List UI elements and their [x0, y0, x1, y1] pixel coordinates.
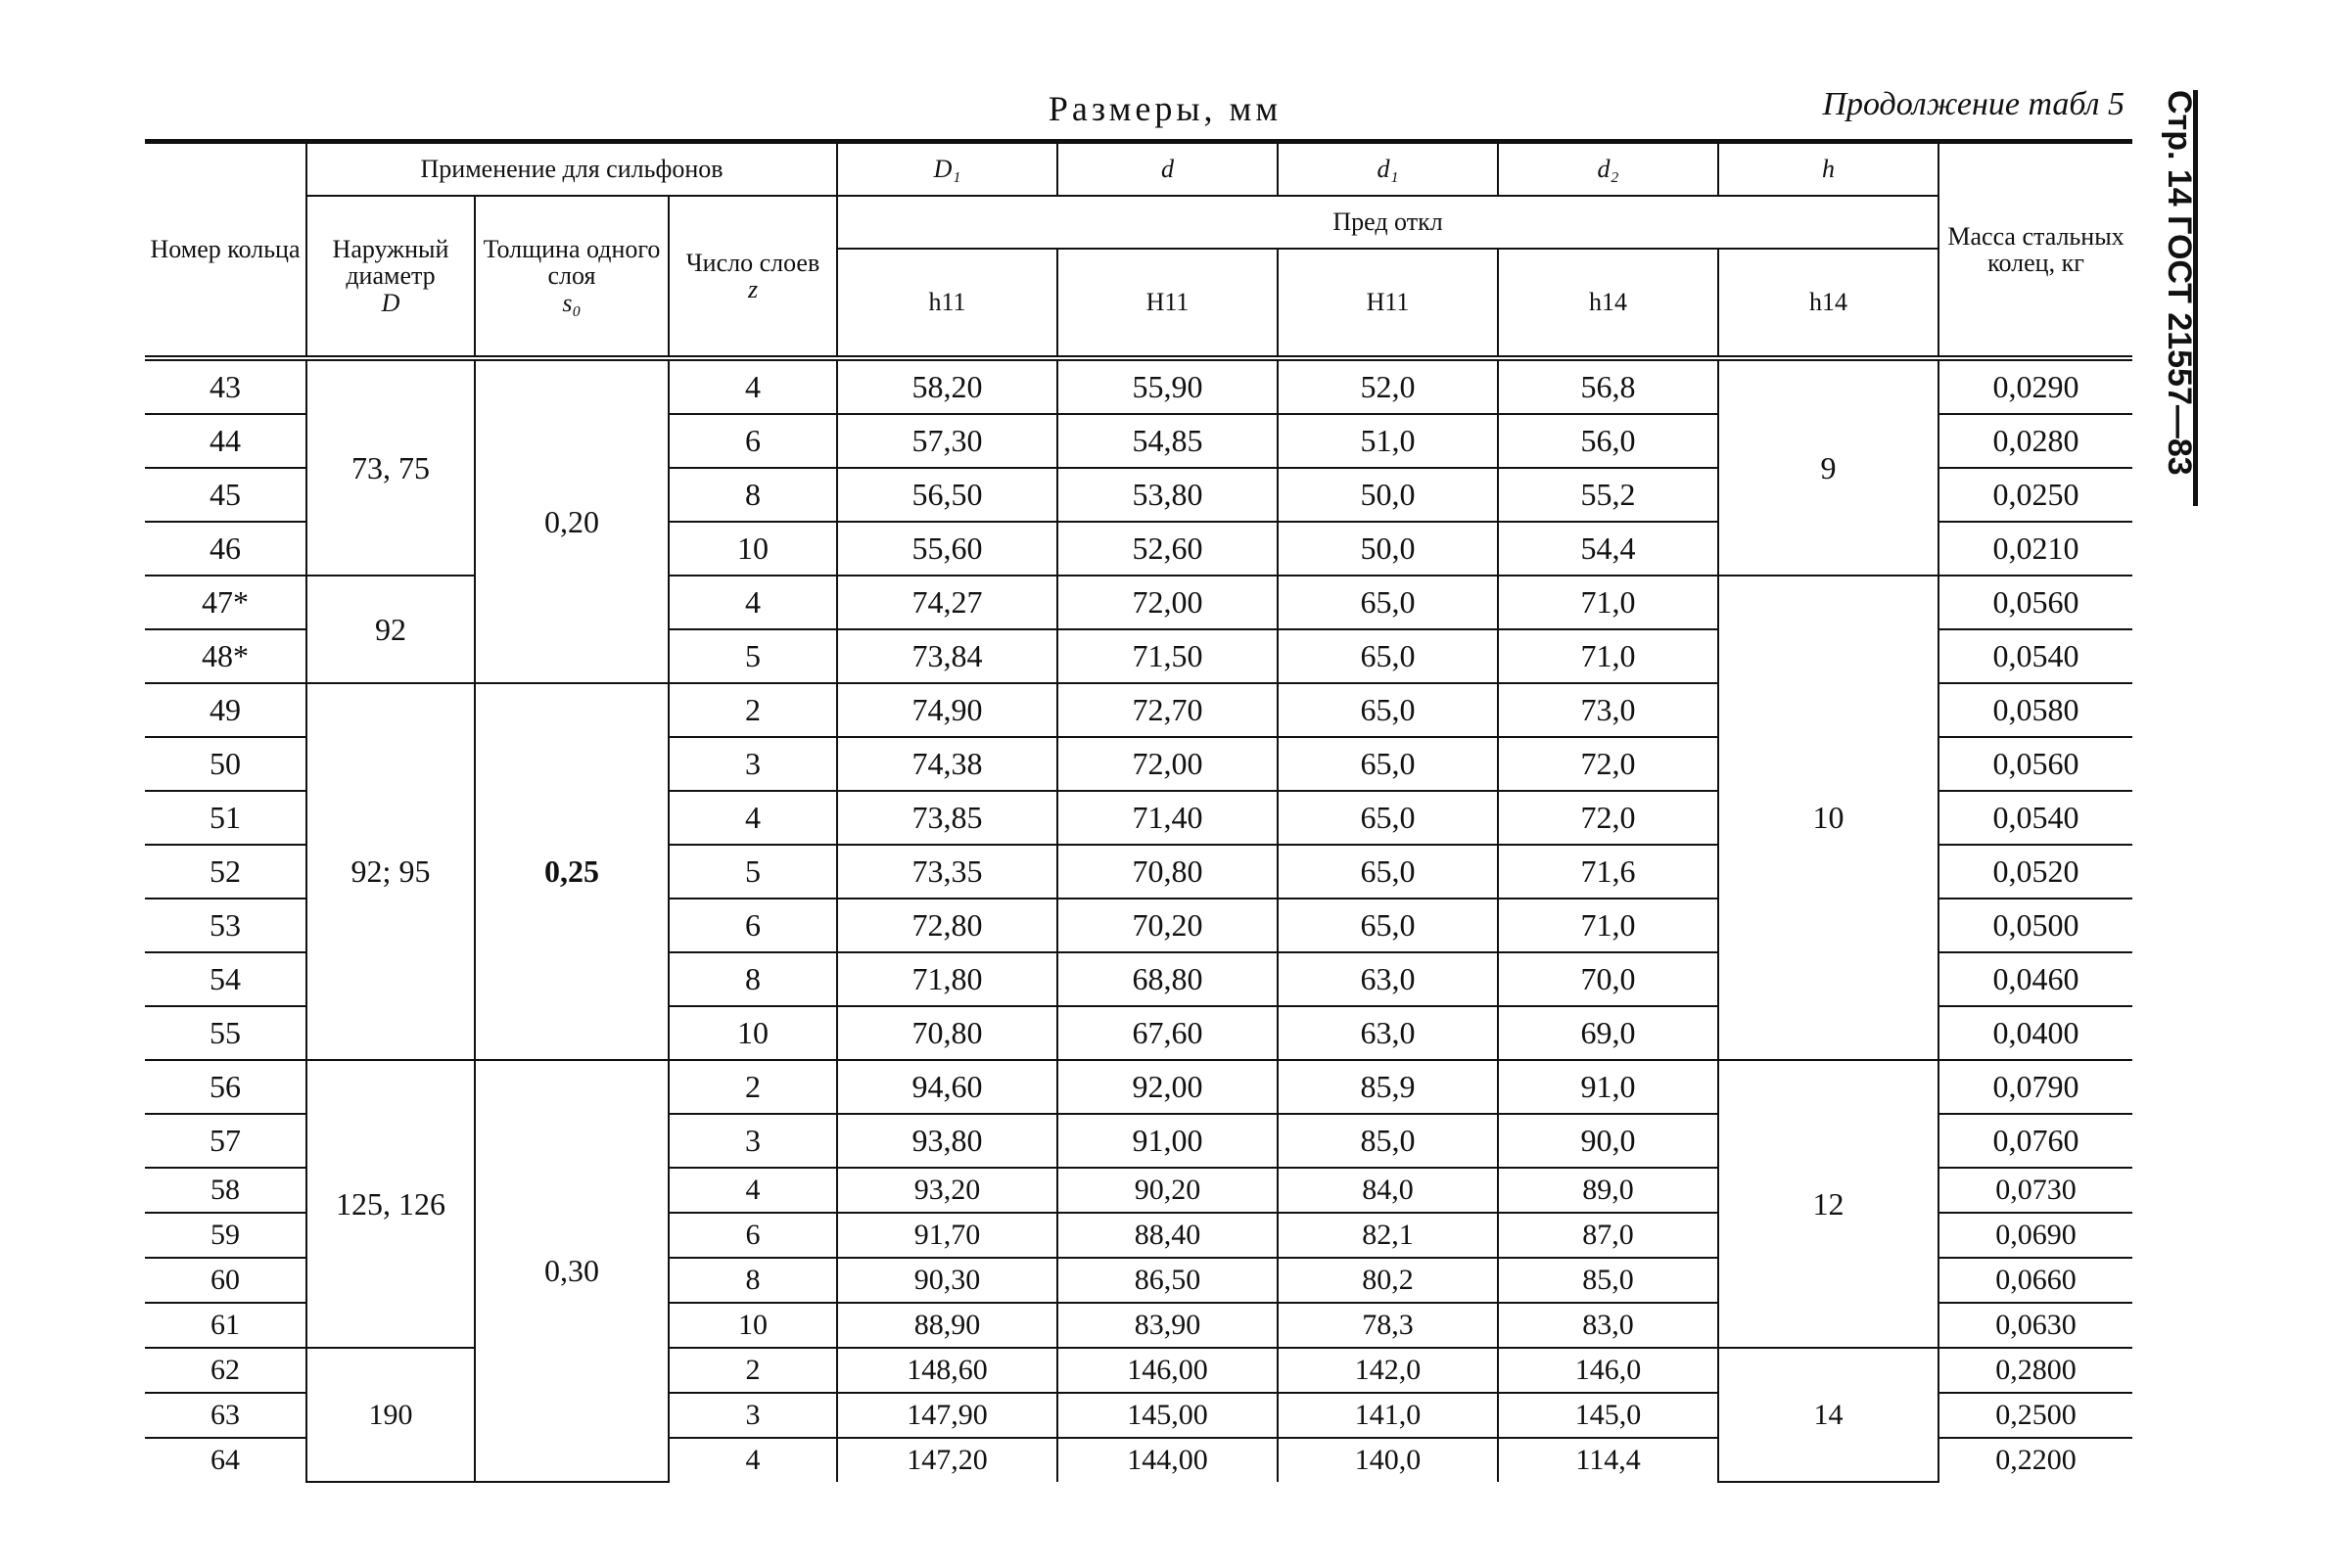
- ring-no: 57: [145, 1114, 306, 1168]
- layer-count: 10: [669, 1303, 837, 1348]
- mass-value: 0,0540: [1938, 629, 2132, 683]
- d2-value: 87,0: [1498, 1213, 1718, 1258]
- table-header: [145, 142, 2132, 359]
- ring-no: 47*: [145, 576, 306, 629]
- d2-value: 89,0: [1498, 1168, 1718, 1213]
- d-value: 71,50: [1057, 629, 1278, 683]
- ring-no: 51: [145, 791, 306, 845]
- D1-value: 93,80: [837, 1114, 1057, 1168]
- outer-diameter-cell: 190: [306, 1348, 475, 1482]
- d1-value: 63,0: [1278, 1006, 1498, 1060]
- h-cell: 12: [1718, 1060, 1938, 1348]
- D1-value: 148,60: [837, 1348, 1057, 1393]
- mass-value: 0,0210: [1938, 522, 2132, 576]
- layer-count: 2: [669, 1348, 837, 1393]
- d1-value: 52,0: [1278, 358, 1498, 414]
- header-D1: D₁: [837, 142, 1057, 197]
- d1-value: 65,0: [1278, 791, 1498, 845]
- table-body: [145, 358, 2132, 1482]
- d2-value: 72,0: [1498, 737, 1718, 791]
- header-tol-d1: H11: [1278, 249, 1498, 358]
- d-value: 70,20: [1057, 899, 1278, 952]
- d2-value: 71,6: [1498, 845, 1718, 899]
- D1-value: 71,80: [837, 952, 1057, 1006]
- ring-no: 61: [145, 1303, 306, 1348]
- D1-value: 56,50: [837, 468, 1057, 522]
- mass-value: 0,2200: [1938, 1438, 2132, 1482]
- d1-value: 50,0: [1278, 468, 1498, 522]
- d2-value: 90,0: [1498, 1114, 1718, 1168]
- d1-value: 63,0: [1278, 952, 1498, 1006]
- mass-value: 0,0460: [1938, 952, 2132, 1006]
- D1-value: 74,90: [837, 683, 1057, 737]
- D1-value: 74,27: [837, 576, 1057, 629]
- layer-count: 4: [669, 791, 837, 845]
- d-value: 91,00: [1057, 1114, 1278, 1168]
- outer-diameter-cell: 92; 95: [306, 683, 475, 1060]
- D1-value: 147,90: [837, 1393, 1057, 1438]
- page-title: Размеры, мм: [1048, 89, 1283, 128]
- D1-value: 74,38: [837, 737, 1057, 791]
- d-value: 68,80: [1057, 952, 1278, 1006]
- ring-no: 50: [145, 737, 306, 791]
- D1-value: 57,30: [837, 414, 1057, 468]
- mass-value: 0,0790: [1938, 1060, 2132, 1114]
- mass-value: 0,0290: [1938, 358, 2132, 414]
- ring-no: 53: [145, 899, 306, 952]
- mass-value: 0,0560: [1938, 576, 2132, 629]
- D1-value: 55,60: [837, 522, 1057, 576]
- ring-no: 56: [145, 1060, 306, 1114]
- mass-value: 0,2500: [1938, 1393, 2132, 1438]
- d1-value: 65,0: [1278, 576, 1498, 629]
- mass-value: 0,2800: [1938, 1348, 2132, 1393]
- layer-count: 4: [669, 358, 837, 414]
- d2-value: 72,0: [1498, 791, 1718, 845]
- ring-no: 54: [145, 952, 306, 1006]
- d1-value: 51,0: [1278, 414, 1498, 468]
- D1-value: 58,20: [837, 358, 1057, 414]
- layer-count: 5: [669, 629, 837, 683]
- d-value: 146,00: [1057, 1348, 1278, 1393]
- layer-count: 8: [669, 1258, 837, 1303]
- mass-value: 0,0560: [1938, 737, 2132, 791]
- header-tol-d: H11: [1057, 249, 1278, 358]
- layer-count: 10: [669, 522, 837, 576]
- d-value: 55,90: [1057, 358, 1278, 414]
- page-side-label: Стр. 14 ГОСТ 21557—83: [2161, 90, 2198, 476]
- d2-value: 83,0: [1498, 1303, 1718, 1348]
- d2-value: 55,2: [1498, 468, 1718, 522]
- d-value: 70,80: [1057, 845, 1278, 899]
- d2-value: 71,0: [1498, 899, 1718, 952]
- header-ring-no: Номер кольца: [145, 142, 306, 359]
- header-application: Применение для сильфонов: [306, 142, 837, 197]
- header-layer-thickness: [475, 196, 669, 358]
- mass-value: 0,0580: [1938, 683, 2132, 737]
- d1-value: 142,0: [1278, 1348, 1498, 1393]
- mass-value: 0,0730: [1938, 1168, 2132, 1213]
- outer-diameter-cell: 92: [306, 576, 475, 683]
- d1-value: 82,1: [1278, 1213, 1498, 1258]
- outer-diameter-cell: 125, 126: [306, 1060, 475, 1348]
- d2-value: 56,8: [1498, 358, 1718, 414]
- ring-no: 52: [145, 845, 306, 899]
- ring-no: 63: [145, 1393, 306, 1438]
- d1-value: 65,0: [1278, 845, 1498, 899]
- d1-value: 80,2: [1278, 1258, 1498, 1303]
- header-h: h: [1718, 142, 1938, 197]
- d-value: 86,50: [1057, 1258, 1278, 1303]
- D1-value: 88,90: [837, 1303, 1057, 1348]
- d-value: 88,40: [1057, 1213, 1278, 1258]
- d1-value: 140,0: [1278, 1438, 1498, 1482]
- d2-value: 85,0: [1498, 1258, 1718, 1303]
- d-value: 67,60: [1057, 1006, 1278, 1060]
- layer-count: 3: [669, 737, 837, 791]
- d-value: 144,00: [1057, 1438, 1278, 1482]
- d2-value: 146,0: [1498, 1348, 1718, 1393]
- ring-no: 46: [145, 522, 306, 576]
- d2-value: 54,4: [1498, 522, 1718, 576]
- d1-value: 65,0: [1278, 737, 1498, 791]
- d-value: 72,70: [1057, 683, 1278, 737]
- header-layer-thickness-symbol: s₀: [562, 288, 582, 317]
- d1-value: 65,0: [1278, 683, 1498, 737]
- layer-count: 6: [669, 1213, 837, 1258]
- mass-value: 0,0250: [1938, 468, 2132, 522]
- d1-value: 141,0: [1278, 1393, 1498, 1438]
- d1-value: 65,0: [1278, 629, 1498, 683]
- ring-no: 55: [145, 1006, 306, 1060]
- d2-value: 114,4: [1498, 1438, 1718, 1482]
- d2-value: 69,0: [1498, 1006, 1718, 1060]
- ring-no: 62: [145, 1348, 306, 1393]
- d-value: 145,00: [1057, 1393, 1278, 1438]
- layer-thickness-cell: 0,20: [475, 358, 669, 683]
- D1-value: 73,84: [837, 629, 1057, 683]
- d1-value: 65,0: [1278, 899, 1498, 952]
- ring-no: 43: [145, 358, 306, 414]
- d-value: 90,20: [1057, 1168, 1278, 1213]
- layer-count: 4: [669, 1168, 837, 1213]
- d2-value: 145,0: [1498, 1393, 1718, 1438]
- d-value: 52,60: [1057, 522, 1278, 576]
- ring-no: 49: [145, 683, 306, 737]
- layer-count: 3: [669, 1393, 837, 1438]
- layer-count: 4: [669, 1438, 837, 1482]
- header-layer-thickness-label: Толщина одного слоя: [483, 235, 661, 291]
- header-tol-h: h14: [1718, 249, 1938, 358]
- ring-no: 59: [145, 1213, 306, 1258]
- D1-value: 73,35: [837, 845, 1057, 899]
- d1-value: 50,0: [1278, 522, 1498, 576]
- ring-no: 58: [145, 1168, 306, 1213]
- ring-no: 45: [145, 468, 306, 522]
- ring-no: 44: [145, 414, 306, 468]
- header-tol-d2: h14: [1498, 249, 1718, 358]
- table-row: [145, 358, 2132, 414]
- d1-value: 85,9: [1278, 1060, 1498, 1114]
- d2-value: 71,0: [1498, 576, 1718, 629]
- layer-count: 3: [669, 1114, 837, 1168]
- layer-count: 2: [669, 1060, 837, 1114]
- layer-count: 6: [669, 414, 837, 468]
- mass-value: 0,0630: [1938, 1303, 2132, 1348]
- d1-value: 84,0: [1278, 1168, 1498, 1213]
- D1-value: 73,85: [837, 791, 1057, 845]
- mass-value: 0,0660: [1938, 1258, 2132, 1303]
- d2-value: 91,0: [1498, 1060, 1718, 1114]
- d-value: 72,00: [1057, 737, 1278, 791]
- continuation-label: Продолжение табл 5: [1822, 86, 2125, 122]
- header-outer-diameter: [306, 196, 475, 358]
- D1-value: 91,70: [837, 1213, 1057, 1258]
- header-d1: d₁: [1278, 142, 1498, 197]
- header-tolerance: Пред откл: [837, 196, 1938, 249]
- ring-no: 60: [145, 1258, 306, 1303]
- layer-count: 8: [669, 468, 837, 522]
- layer-count: 5: [669, 845, 837, 899]
- table-row: [145, 1348, 2132, 1393]
- d1-value: 78,3: [1278, 1303, 1498, 1348]
- layer-thickness-cell: 0,25: [475, 683, 669, 1060]
- d-value: 72,00: [1057, 576, 1278, 629]
- mass-value: 0,0520: [1938, 845, 2132, 899]
- h-cell: 14: [1718, 1348, 1938, 1482]
- mass-value: 0,0540: [1938, 791, 2132, 845]
- d-value: 83,90: [1057, 1303, 1278, 1348]
- ring-no: 64: [210, 1444, 240, 1476]
- ring-no: 48*: [145, 629, 306, 683]
- header-d2: d₂: [1498, 142, 1718, 197]
- h-cell: 10: [1718, 576, 1938, 1060]
- header-tol-D1: h11: [837, 249, 1057, 358]
- D1-value: 147,20: [837, 1438, 1057, 1482]
- d-value: 71,40: [1057, 791, 1278, 845]
- mass-value: 0,0280: [1938, 414, 2132, 468]
- layer-count: 6: [669, 899, 837, 952]
- d-value: 53,80: [1057, 468, 1278, 522]
- d-value: 92,00: [1057, 1060, 1278, 1114]
- D1-value: 93,20: [837, 1168, 1057, 1213]
- d2-value: 71,0: [1498, 629, 1718, 683]
- header-outer-diameter-label: Наружный диаметр: [332, 235, 449, 291]
- layer-thickness-cell: 0,30: [475, 1060, 669, 1482]
- outer-diameter-cell: 73, 75: [306, 358, 475, 576]
- header-mass: Масса стальных колец, кг: [1938, 142, 2132, 359]
- mass-value: 0,0400: [1938, 1006, 2132, 1060]
- layer-count: 8: [669, 952, 837, 1006]
- d1-value: 85,0: [1278, 1114, 1498, 1168]
- table-row: [145, 576, 2132, 629]
- D1-value: 70,80: [837, 1006, 1057, 1060]
- mass-value: 0,0500: [1938, 899, 2132, 952]
- h-cell: 9: [1718, 358, 1938, 576]
- mass-value: 0,0760: [1938, 1114, 2132, 1168]
- d2-value: 73,0: [1498, 683, 1718, 737]
- D1-value: 72,80: [837, 899, 1057, 952]
- header-d: d: [1057, 142, 1278, 197]
- mass-value: 0,0690: [1938, 1213, 2132, 1258]
- table-row: [145, 1060, 2132, 1114]
- dimensions-table: [145, 139, 2132, 1483]
- D1-value: 94,60: [837, 1060, 1057, 1114]
- layer-count: 10: [669, 1006, 837, 1060]
- header-layer-count-symbol: z: [747, 275, 759, 303]
- layer-count: 2: [669, 683, 837, 737]
- D1-value: 90,30: [837, 1258, 1057, 1303]
- header-layer-count-label: Число слоев: [685, 248, 820, 277]
- layer-count: 4: [669, 576, 837, 629]
- header-outer-diameter-symbol: D: [381, 288, 400, 317]
- d2-value: 70,0: [1498, 952, 1718, 1006]
- d2-value: 56,0: [1498, 414, 1718, 468]
- d-value: 54,85: [1057, 414, 1278, 468]
- header-layer-count: [669, 196, 837, 358]
